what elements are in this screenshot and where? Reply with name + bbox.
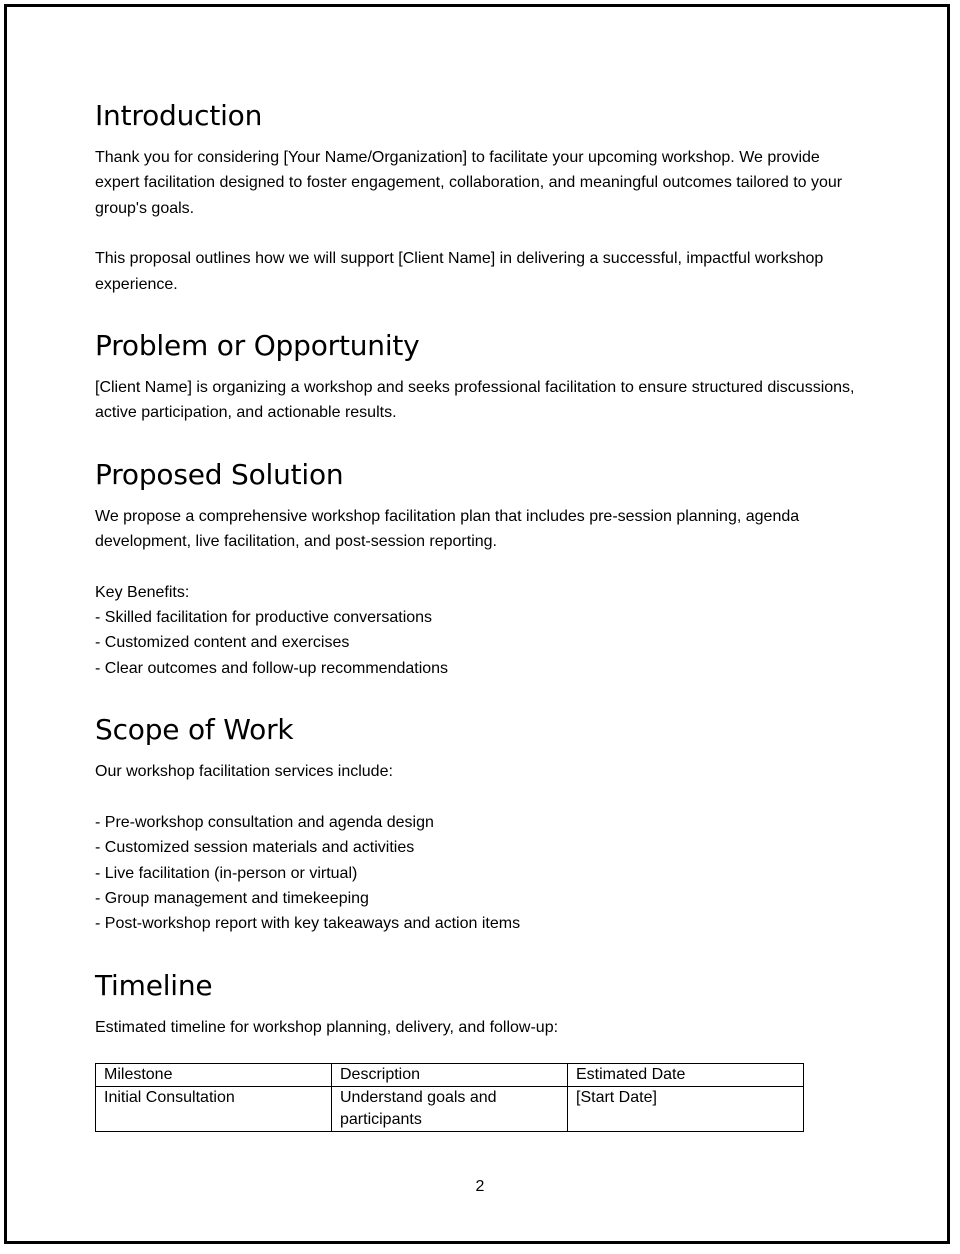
table-header-cell: Estimated Date xyxy=(568,1064,804,1087)
list-item: - Group management and timekeeping xyxy=(95,889,369,907)
section-introduction xyxy=(95,96,865,297)
section-timeline xyxy=(95,966,865,1132)
timeline-table xyxy=(95,1063,804,1132)
list-item: - Post-workshop report with key takeaways and action items xyxy=(95,915,521,933)
timeline-intro: Estimated timeline for workshop planning, delivery, and follow-up: xyxy=(95,1018,559,1036)
list-item: - Clear outcomes and follow-up recommendations xyxy=(95,659,449,677)
scope-intro: Our workshop facilitation services include: xyxy=(95,763,393,781)
table-header-row xyxy=(96,1064,804,1087)
problem-paragraph: [Client Name] is organizing a workshop and seeks professional facilitation to ensure structured discussions, active participation, and actionable results. xyxy=(95,379,855,422)
heading-scope: Scope of Work xyxy=(95,713,294,747)
table-header-cell: Description xyxy=(332,1064,568,1087)
table-header-cell: Milestone xyxy=(96,1064,332,1087)
list-item: - Pre-workshop consultation and agenda design xyxy=(95,813,434,831)
table-cell: Initial Consultation xyxy=(96,1087,332,1132)
table-cell: [Start Date] xyxy=(568,1087,804,1132)
document-body xyxy=(95,96,865,1132)
table-cell: Understand goals and participants xyxy=(332,1087,568,1132)
section-solution xyxy=(95,455,865,681)
introduction-paragraph-2: This proposal outlines how we will support [Client Name] in delivering a successful, impactful workshop experience. xyxy=(95,250,824,293)
list-item: - Customized session materials and activities xyxy=(95,839,415,857)
list-item: - Customized content and exercises xyxy=(95,634,350,652)
heading-timeline: Timeline xyxy=(95,968,213,1002)
list-item: - Live facilitation (in-person or virtual) xyxy=(95,864,358,882)
solution-paragraph: We propose a comprehensive workshop facilitation plan that includes pre-session planning, agenda development, live facilitation, and post-session reporting. xyxy=(95,507,800,551)
list-item: - Skilled facilitation for productive conversations xyxy=(95,609,433,627)
page-number: 2 xyxy=(475,1178,485,1195)
benefits-list xyxy=(95,605,865,681)
introduction-paragraph-1: Thank you for considering [Your Name/Organization] to facilitate your upcoming workshop. We provide expert facilitation designed to foster engagement, collaboration, and meaningful outcomes tailored to your group's goals. xyxy=(95,149,843,217)
section-problem xyxy=(95,326,865,426)
heading-introduction: Introduction xyxy=(95,99,263,132)
benefits-label: Key Benefits: xyxy=(95,583,190,601)
heading-problem: Problem or Opportunity xyxy=(95,329,420,363)
section-scope xyxy=(95,710,865,936)
scope-list xyxy=(95,810,865,937)
heading-solution: Proposed Solution xyxy=(95,457,344,491)
table-row xyxy=(96,1087,804,1132)
